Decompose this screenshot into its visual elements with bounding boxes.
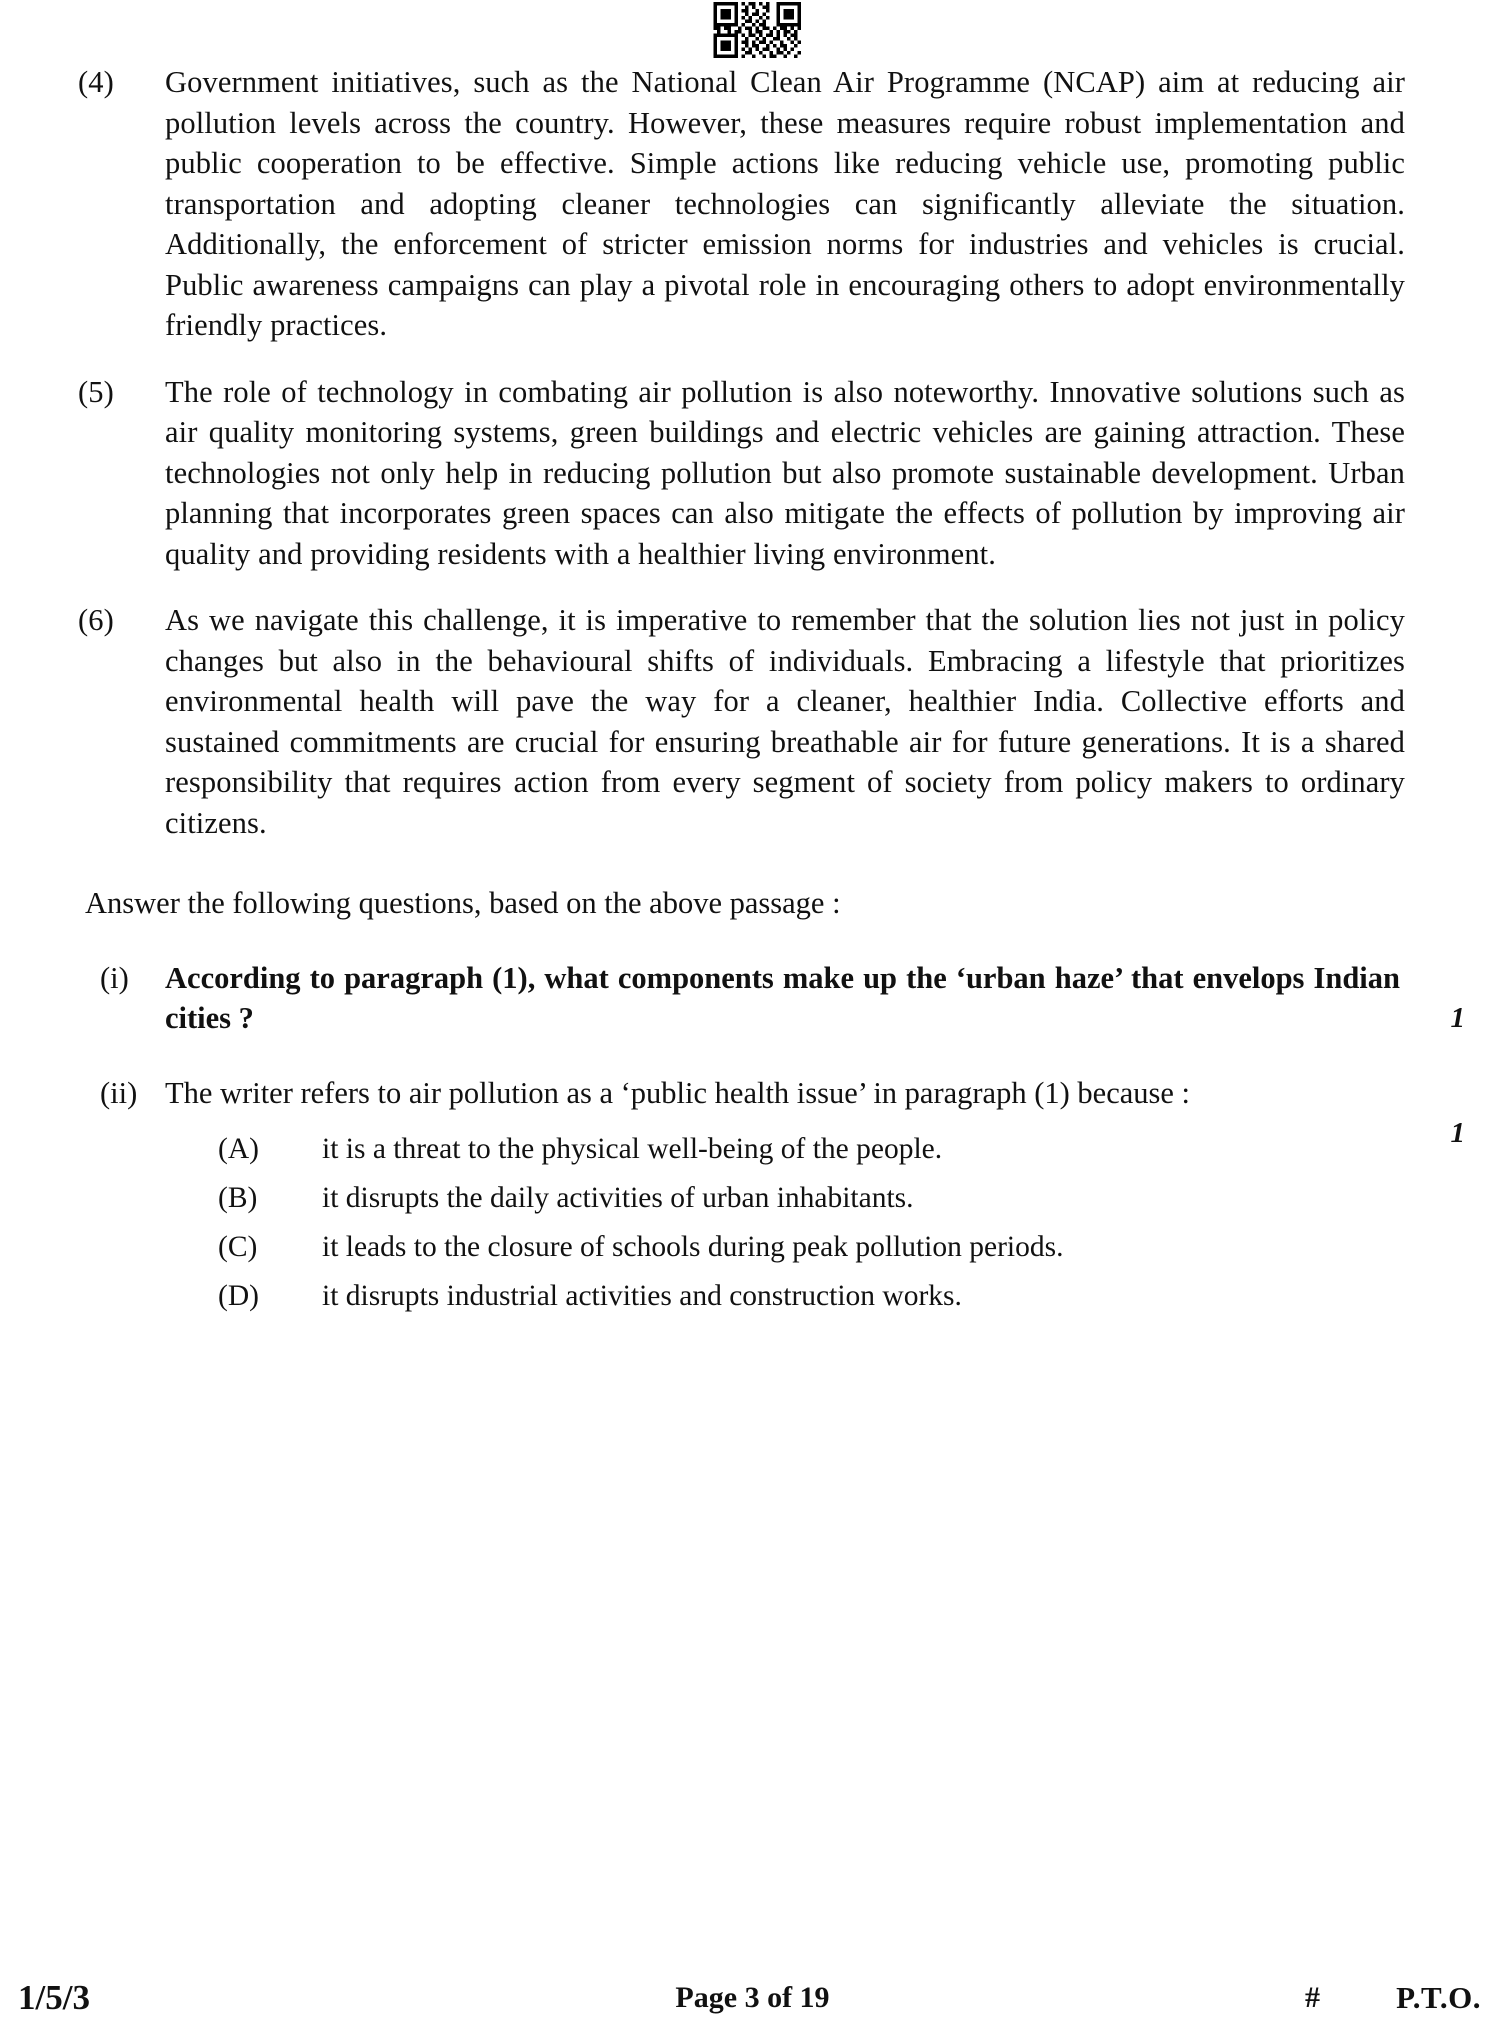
page-number: Page 3 of 19 <box>675 1981 830 2014</box>
paragraph-marker: (5) <box>78 374 114 409</box>
qr-code <box>713 2 801 58</box>
passage-paragraph <box>0 62 1505 346</box>
question-marks: 1 <box>1450 1002 1465 1034</box>
paragraph-text: As we navigate this challenge, it is imperative to remember that the solution lies not just in policy changes but also in the behavioural shifts of individuals. Embracing a lifestyle that prioritizes environmental health will pave the way for a cleaner, healthier India. Collective efforts and sustained commitments are crucial for ensuring breathable air for future generations. It is a shared responsibility that requires action from every segment of society from policy makers to ordinary citizens. <box>165 603 1405 840</box>
option-c[interactable] <box>0 1223 1505 1272</box>
question-number: (i) <box>100 960 129 995</box>
option-text: it disrupts industrial activities and construction works. <box>322 1280 962 1312</box>
hash-mark: # <box>1305 1981 1320 2014</box>
option-label: (C) <box>218 1231 258 1263</box>
option-text: it disrupts the daily activities of urban inhabitants. <box>322 1182 914 1214</box>
paragraph-text: The role of technology in combating air pollution is also noteworthy. Innovative solutions such as air quality monitoring systems, green buildings and electric vehicles are gaining attraction. These technologies not only help in reducing pollution but also promote sustainable development. Urban planning that incorporates green spaces can also mitigate the effects of pollution by improving air quality and providing residents with a healthier living environment. <box>165 374 1405 571</box>
question-marks: 1 <box>1450 1117 1465 1149</box>
option-a[interactable] <box>0 1125 1505 1174</box>
qr-code-graphic <box>713 2 801 58</box>
question-number: (ii) <box>100 1075 138 1110</box>
option-b[interactable] <box>0 1174 1505 1223</box>
page-content <box>0 62 1505 1321</box>
paragraph-marker: (6) <box>78 603 114 637</box>
paper-code: 1/5/3 <box>18 1978 90 2017</box>
question-text: The writer refers to air pollution as a ‘public health issue’ in paragraph (1) because : <box>165 1075 1191 1110</box>
option-text: it leads to the closure of schools during peak pollution periods. <box>322 1231 1064 1263</box>
option-label: (B) <box>218 1182 258 1214</box>
option-label: (A) <box>218 1133 259 1165</box>
option-text: it is a threat to the physical well-being of the people. <box>322 1133 943 1165</box>
page-footer <box>0 1976 1505 2020</box>
question-item-i <box>0 958 1505 1039</box>
pto-label: P.T.O. <box>1396 1980 1481 2015</box>
option-d[interactable] <box>0 1272 1505 1321</box>
paragraph-marker: (4) <box>78 65 114 99</box>
option-label: (D) <box>218 1280 259 1312</box>
option-list <box>0 1125 1505 1321</box>
paragraph-text: Government initiatives, such as the National Clean Air Programme (NCAP) aim at reducing air pollution levels across the country. However, these measures require robust implementation and public cooperation to be effective. Simple actions like reducing vehicle use, promoting public transportation and adopting cleaner technologies can significantly alleviate the situation. Additionally, the enforcement of stricter emission norms for industries and vehicles is crucial. Public awareness campaigns can play a pivotal role in encouraging others to adopt environmentally friendly practices. <box>165 65 1405 342</box>
passage-paragraph <box>0 372 1505 575</box>
instruction-line: Answer the following questions, based on the above passage : <box>85 886 841 920</box>
passage-paragraph <box>0 600 1505 843</box>
question-text: According to paragraph (1), what components make up the ‘urban haze’ that envelops Indian cities ? <box>165 960 1400 1035</box>
